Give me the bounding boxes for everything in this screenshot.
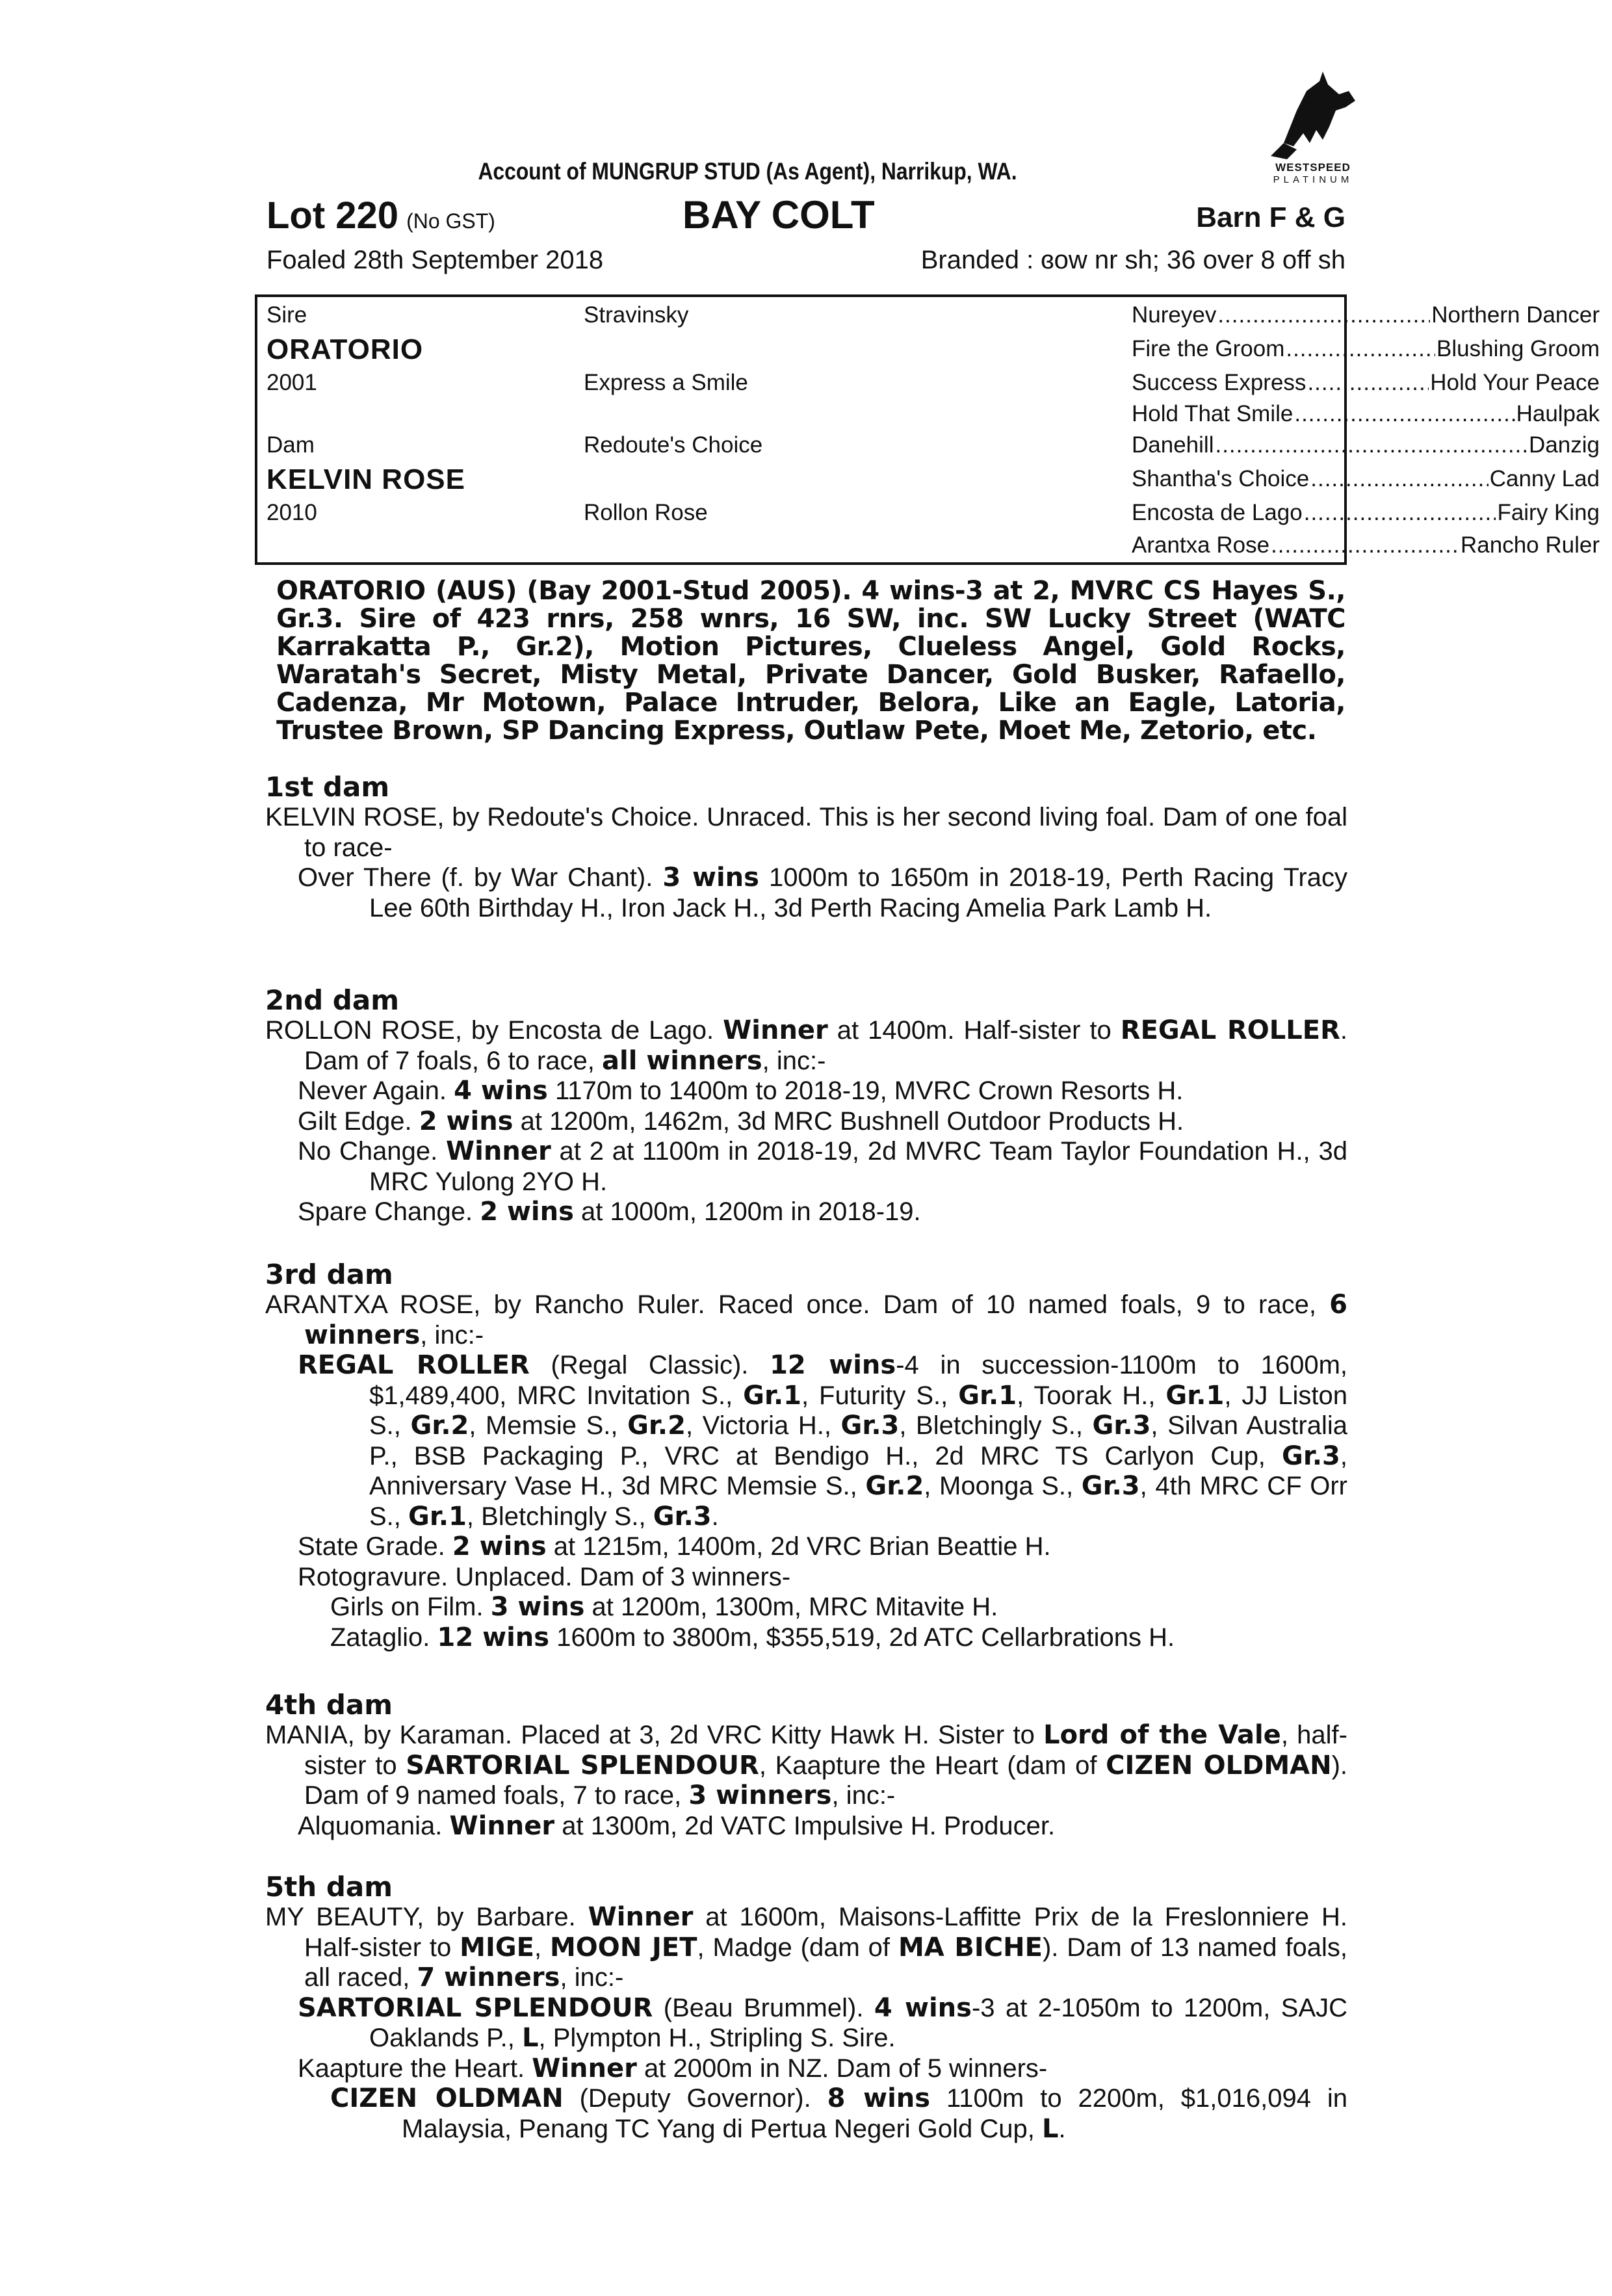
entry-text: , Silvan Australia P., BSB Packaging P., VRC at Bendigo H., 2d MRC TS Carlyon Cup, [369,1411,1347,1470]
bold-text: 3 wins [662,863,759,893]
gen3-row [1132,401,1600,427]
entry-text: . [1058,2114,1066,2143]
pedigree-entry [265,1076,1347,1106]
dam-label: Dam [266,432,315,458]
bold-text: Gr.3 [1081,1471,1140,1501]
dam-heading: 2nd dam [265,984,399,1016]
pedigree-entry [265,1197,1347,1227]
bold-text: 3 wins [490,1592,585,1622]
entry-text: , Victoria H., [685,1411,841,1440]
entry-text: 1100m to 2200m, $1,016,094 in Malaysia, Penang TC Yang di Pertua Negeri Gold Cup, [402,2084,1347,2143]
bold-text: Gr.3 [840,1411,900,1441]
gen3-left: Success Express [1132,370,1306,395]
entry-text: Kaapture the Heart. [298,2054,532,2083]
entry-text: , half-sister to [304,1721,1347,1780]
bold-text: Gr.2 [410,1411,469,1441]
gen3-right: Danzig [1529,432,1600,458]
bold-text: 12 wins [437,1622,550,1652]
pedigree-entry [265,1592,1347,1623]
bold-text: 12 wins [770,1350,896,1380]
entry-text: (Regal Classic). [529,1351,770,1379]
pedigree-entry [265,1993,1347,2054]
gen3-right: Canny Lad [1489,466,1600,491]
dam-heading: 3rd dam [265,1259,393,1290]
dam-section [265,1260,1347,1652]
bold-text: MIGE [460,1932,534,1963]
sire-name: ORATORIO [266,333,424,365]
gen3-left: Fire the Groom [1132,336,1285,361]
gen3-left: Nureyev [1132,302,1217,328]
lot-number [266,194,495,237]
entry-text: KELVIN ROSE, by Redoute's Choice. Unraced. This is her second living foal. Dam of one foal to race- [265,803,1347,862]
bold-text: CIZEN OLDMAN [330,2083,564,2113]
gen3-row [1132,370,1600,396]
bold-text: Winner [723,1015,828,1045]
gen3-left: Hold That Smile [1132,401,1294,426]
gen2-dam-dam: Rollon Rose [584,500,708,525]
bold-text: 2 wins [452,1532,547,1561]
horse-title: BAY COLT [682,193,875,237]
pedigree-entry [265,1350,1347,1532]
bold-text: Lord of the Vale [1043,1720,1281,1750]
bold-text: SARTORIAL SPLENDOUR [406,1750,759,1781]
bold-text: Gr.1 [408,1501,467,1532]
bold-text: 2 wins [480,1197,574,1227]
gen3-row [1132,532,1600,558]
brand-marks: Branded : ɞow nr sh; 36 over 8 off sh [920,246,1346,274]
bold-text: 8 wins [827,2083,931,2113]
pedigree-entry [265,1015,1347,1076]
pedigree-entry [265,1902,1347,1993]
lot-label: Lot 220 [266,194,399,237]
entry-text: Rotogravure. Unplaced. Dam of 3 winners- [298,1562,791,1591]
bold-text: Winner [449,1810,555,1841]
gen3-row [1132,500,1600,526]
entry-text: , 4th MRC CF Orr S., [369,1472,1348,1531]
entry-text: , Bletchingly S., [466,1502,653,1531]
pedigree-table [255,294,1600,565]
dam-lines [265,1720,1347,1841]
entry-text: , Futurity S., [801,1381,959,1410]
entry-text: , Memsie S., [469,1411,628,1440]
pedigree-entry [265,1720,1347,1811]
dam-section [265,985,1347,1227]
bold-text: SARTORIAL SPLENDOUR [298,1992,653,2023]
sire-year: 2001 [266,370,317,395]
bold-text: L [1042,2113,1059,2144]
dam-section [265,1872,1347,2144]
entry-text: Girls on Film. [330,1593,491,1621]
dam-section [265,772,1347,923]
entry-text: (Deputy Governor). [563,2084,827,2113]
bold-text: 7 winners [417,1963,560,1992]
entry-text: , inc:- [420,1320,484,1350]
entry-text: at 1215m, 1400m, 2d VRC Brian Beattie H. [546,1532,1051,1561]
entry-text: , inc:- [762,1046,826,1075]
sire-summary: ORATORIO (AUS) (Bay 2001-Stud 2005). 4 wins-3 at 2, MVRC CS Hayes S., Gr.3. Sire of 423 rnrs, 258 wnrs, 16 SW, inc. SW Lucky Street (WATC Karrakatta P., Gr.2), Motion Pictures, Clueless Angel, Gold Rocks, Waratah's Secret, Misty Metal, Private Dancer, Gold Busker, Rafaello, Cadenza, Mr Motown, Palace Intruder, Belora, Like an Eagle, Latoria, Trustee Brown, SP Dancing Express, Outlaw Pete, Moet Me, Zetorio, etc. [276,576,1346,746]
bold-text: Gr.3 [653,1501,712,1532]
pedigree-entry [265,863,1347,923]
gen2-sire-sire: Stravinsky [584,302,689,328]
entry-text: Gilt Edge. [298,1106,419,1136]
pedigree-entry [265,1623,1347,1653]
gen3-left: Arantxa Rose [1132,532,1270,558]
entry-text: at 2 at 1100m in 2018-19, 2d MVRC Team Taylor Foundation H., 3d MRC Yulong 2YO H. [369,1137,1347,1196]
pedigree-entry [265,1562,1347,1593]
bold-text: REGAL ROLLER [1120,1015,1340,1045]
entry-text: Zataglio. [330,1623,437,1652]
bold-text: Gr.2 [865,1471,924,1501]
dam-heading: 4th dam [265,1689,393,1721]
gen3-right: Fairy King [1497,500,1600,525]
bold-text: 3 winners [688,1781,832,1810]
entry-text: Spare Change. [298,1197,480,1226]
entry-text: Alquomania. [298,1811,450,1840]
entry-text: , Toorak H., [1017,1381,1166,1410]
entry-text: Over There (f. by War Chant). [298,863,663,892]
bold-text: 6 winners [304,1290,1347,1350]
dam-lines [265,1015,1347,1227]
entry-text: 1170m to 1400m to 2018-19, MVRC Crown Resorts H. [547,1076,1184,1105]
entry-text: , inc:- [560,1963,624,1992]
gen2-dam-sire: Redoute's Choice [584,432,763,458]
gen3-right: Hold Your Peace [1430,370,1600,395]
entry-text: -4 in succession-1100m to 1600m, $1,489,400, MRC Invitation S., [369,1351,1348,1410]
dam-name: KELVIN ROSE [266,463,466,495]
gen3-row [1132,432,1600,458]
entry-text: , Bletchingly S., [899,1411,1093,1440]
westspeed-platinum-logo [1258,65,1368,189]
bold-text: 4 wins [874,1992,972,2023]
gst-note: (No GST) [406,209,495,233]
bold-text: Gr.3 [1281,1441,1340,1471]
pedigree-entry [265,1106,1347,1137]
entry-text: 1600m to 3800m, $355,519, 2d ATC Cellarbrations H. [549,1623,1175,1652]
gen3-row [1132,466,1600,492]
dam-heading: 5th dam [265,1871,393,1903]
entry-text: ). Dam of 9 named foals, 7 to race, [304,1751,1348,1810]
entry-text: MY BEAUTY, by Barbare. [265,1903,588,1931]
logo-line1: WESTSPEED [1275,161,1351,174]
entry-text: No Change. [298,1137,447,1166]
dam-year: 2010 [266,500,317,525]
gen3-left: Danehill [1132,432,1214,458]
bold-text: Gr.2 [627,1411,686,1441]
entry-text: at 1000m, 1200m in 2018-19. [573,1197,921,1226]
bold-text: 4 wins [454,1076,548,1106]
entry-text: , JJ Liston S., [369,1381,1348,1440]
entry-text: , Plympton H., Stripling S. Sire. [538,2024,896,2052]
dam-lines [265,802,1347,923]
entry-text: at 1200m, 1462m, 3d MRC Bushnell Outdoor Products H. [513,1106,1184,1136]
entry-text: ROLLON ROSE, by Encosta de Lago. [265,1016,723,1045]
dam-heading: 1st dam [265,771,390,803]
dam-lines [265,1290,1347,1652]
dam-lines [265,1902,1347,2144]
logo-line2: PLATINUM [1273,174,1353,185]
bold-text: Winner [532,2053,637,2083]
gen3-row [1132,302,1600,328]
gen3-right: Haulpak [1516,401,1600,426]
bold-text: Winner [588,1902,694,1932]
entry-text: State Grade. [298,1532,452,1561]
entry-text: 1000m to 1650m in 2018-19, Perth Racing Tracy Lee 60th Birthday H., Iron Jack H., 3d Perth Racing Amelia Park Lamb H. [369,863,1347,922]
gen3-row [1132,336,1600,362]
bold-text: 2 wins [419,1106,514,1136]
pedigree-entry [265,1290,1347,1350]
bold-text: Gr.1 [1165,1380,1225,1411]
entry-text: , Moonga S., [924,1472,1082,1500]
gen3-left: Shantha's Choice [1132,466,1310,491]
entry-text: -3 at 2-1050m to 1200m, SAJC Oaklands P., [369,1993,1348,2052]
pedigree-entry [265,1136,1347,1197]
entry-text: , inc:- [831,1781,896,1810]
pedigree-entry [265,802,1347,863]
pedigree-entry [265,1811,1347,1842]
sire-label: Sire [266,302,307,328]
entry-text: at 1400m. Half-sister to [827,1016,1121,1045]
bold-text: MOON JET [550,1932,697,1963]
pedigree-entry [265,1532,1347,1562]
entry-text: , Madge (dam of [697,1933,898,1962]
pedigree-entry [265,2054,1347,2084]
entry-text: at 1300m, 2d VATC Impulsive H. Producer. [554,1811,1056,1840]
account-line: Account of MUNGRUP STUD (As Agent), Narrikup, WA. [478,158,1017,185]
entry-text: at 1200m, 1300m, MRC Mitavite H. [584,1593,998,1621]
bold-text: Gr.1 [958,1380,1017,1411]
gen3-right: Blushing Groom [1436,336,1600,361]
gen3-right: Northern Dancer [1431,302,1600,328]
dam-section [265,1690,1347,1841]
bold-text: all winners [602,1045,762,1076]
entry-text: Never Again. [298,1076,454,1105]
horse-silhouette-icon [1258,65,1368,163]
entry-text: , Kaapture the Heart (dam of [759,1751,1106,1780]
entry-text: at 1600m, Maisons-Laffitte Prix de la Freslonniere H. Half-sister to [304,1903,1348,1962]
bold-text: MA BICHE [898,1932,1043,1963]
foaled-date: Foaled 28th September 2018 [266,246,604,274]
entry-text: at 2000m in NZ. Dam of 5 winners- [636,2054,1048,2083]
bold-text: REGAL ROLLER [298,1350,530,1380]
entry-text: MANIA, by Karaman. Placed at 3, 2d VRC Kitty Hawk H. Sister to [265,1721,1044,1749]
gen3-left: Encosta de Lago [1132,500,1303,525]
entry-text: ). Dam of 13 named foals, all raced, [304,1933,1348,1992]
entry-text: ARANTXA ROSE, by Rancho Ruler. Raced once. Dam of 10 named foals, 9 to race, [265,1290,1330,1319]
pedigree-entry [265,2083,1347,2144]
gen3-right: Rancho Ruler [1461,532,1600,558]
bold-text: L [521,2023,539,2053]
entry-text: . [711,1502,719,1531]
bold-text: Winner [446,1136,551,1166]
entry-text: , [534,1933,550,1962]
bold-text: Gr.3 [1092,1411,1151,1441]
entry-text: . Dam of 7 foals, 6 to race, [304,1016,1347,1075]
bold-text: Gr.1 [743,1380,802,1411]
barn-location: Barn F & G [1196,202,1346,233]
entry-text: (Beau Brummel). [653,1993,874,2022]
gen2-sire-dam: Express a Smile [584,370,748,395]
entry-text: , Anniversary Vase H., 3d MRC Memsie S., [369,1441,1347,1500]
bold-text: CIZEN OLDMAN [1106,1750,1332,1781]
